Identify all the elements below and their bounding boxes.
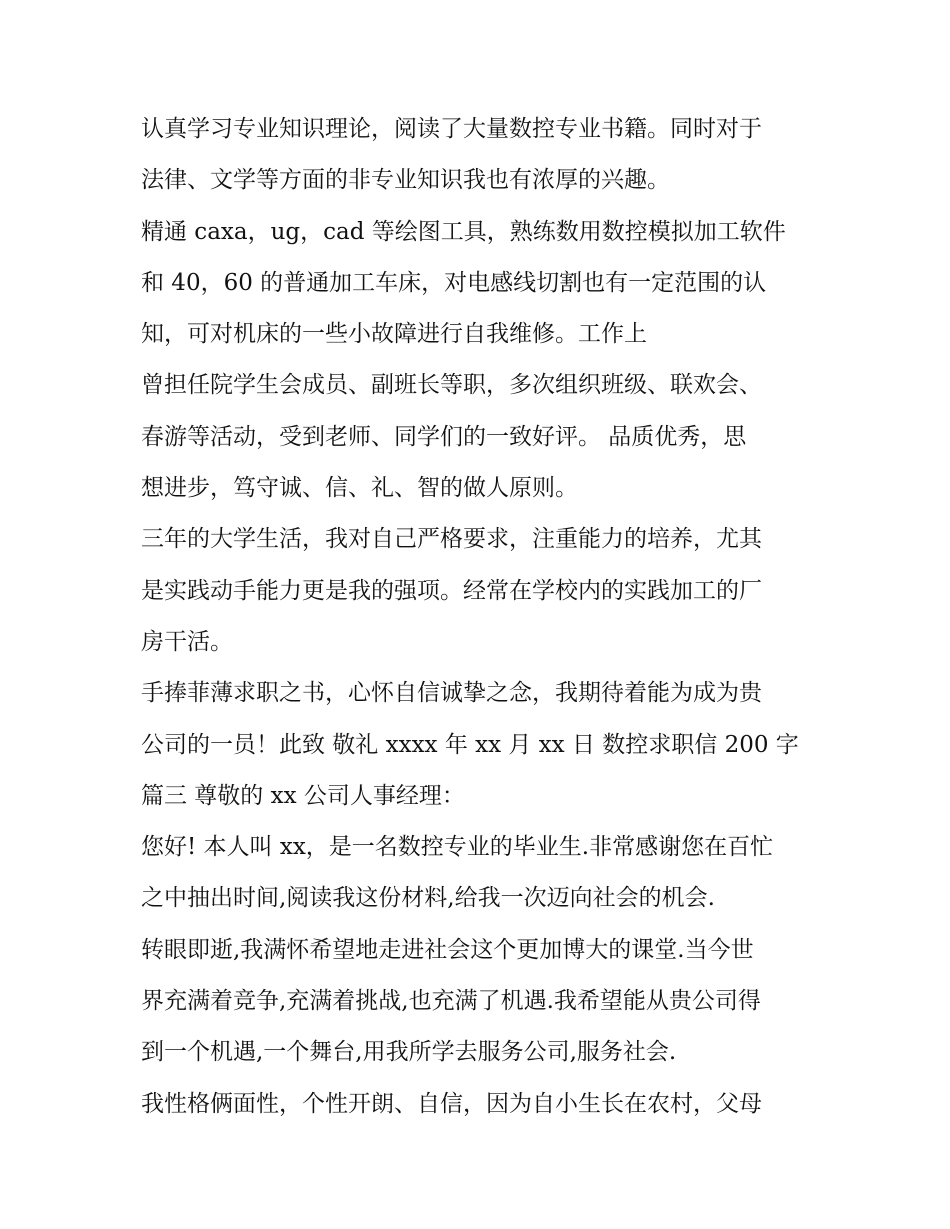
text-line: 我性格俩面性，个性开朗、自信，因为自小生长在农村，父母: [141, 1090, 762, 1117]
text-line: 到一个机遇,一个舞台,用我所学去服务公司,服务社会.: [141, 1039, 677, 1066]
text-line: 和 40，60 的普通加工车床，对电感线切割也有一定范围的认: [141, 269, 767, 296]
text-line: 是实践动手能力更是我的强项。经常在学校内的实践加工的厂: [141, 577, 762, 604]
text-line: 界充满着竞争,充满着挑战,也充满了机遇.我希望能从贵公司得: [141, 988, 761, 1015]
text-line: 您好! 本人叫 xx，是一名数控专业的毕业生.非常感谢您在百忙: [141, 834, 774, 861]
text-line: 手捧菲薄求职之书，心怀自信诚挚之念，我期待着能为成为贵: [141, 680, 762, 707]
text-line: 曾担任院学生会成员、副班长等职，多次组织班级、联欢会、: [141, 372, 762, 399]
text-line: 想进步，笃守诚、信、礼、智的做人原则。: [141, 475, 578, 502]
text-line: 公司的一员！此致 敬礼 xxxx 年 xx 月 xx 日 数控求职信 200 字: [141, 731, 799, 758]
text-line: 法律、文学等方面的非专业知识我也有浓厚的兴趣。: [141, 167, 670, 194]
text-line: 之中抽出时间,阅读我这份材料,给我一次迈向社会的机会.: [141, 885, 715, 912]
text-line: 转眼即逝,我满怀希望地走进社会这个更加博大的课堂.当今世: [141, 936, 754, 963]
text-line: 三年的大学生活，我对自己严格要求，注重能力的培养，尤其: [141, 526, 762, 553]
text-line: 认真学习专业知识理论，阅读了大量数控专业书籍。同时对于: [141, 116, 762, 142]
text-line: 春游等活动，受到老师、同学们的一致好评。 品质优秀，思: [141, 423, 747, 450]
text-line: 篇三 尊敬的 xx 公司人事经理：: [141, 782, 465, 809]
document-body: [141, 104, 821, 1130]
text-line: 精通 caxa，ug，cad 等绘图工具，熟练数用数控模拟加工软件: [141, 218, 786, 245]
text-line: 知，可对机床的一些小故障进行自我维修。工作上: [141, 321, 647, 348]
text-line: 房干活。: [141, 628, 233, 655]
